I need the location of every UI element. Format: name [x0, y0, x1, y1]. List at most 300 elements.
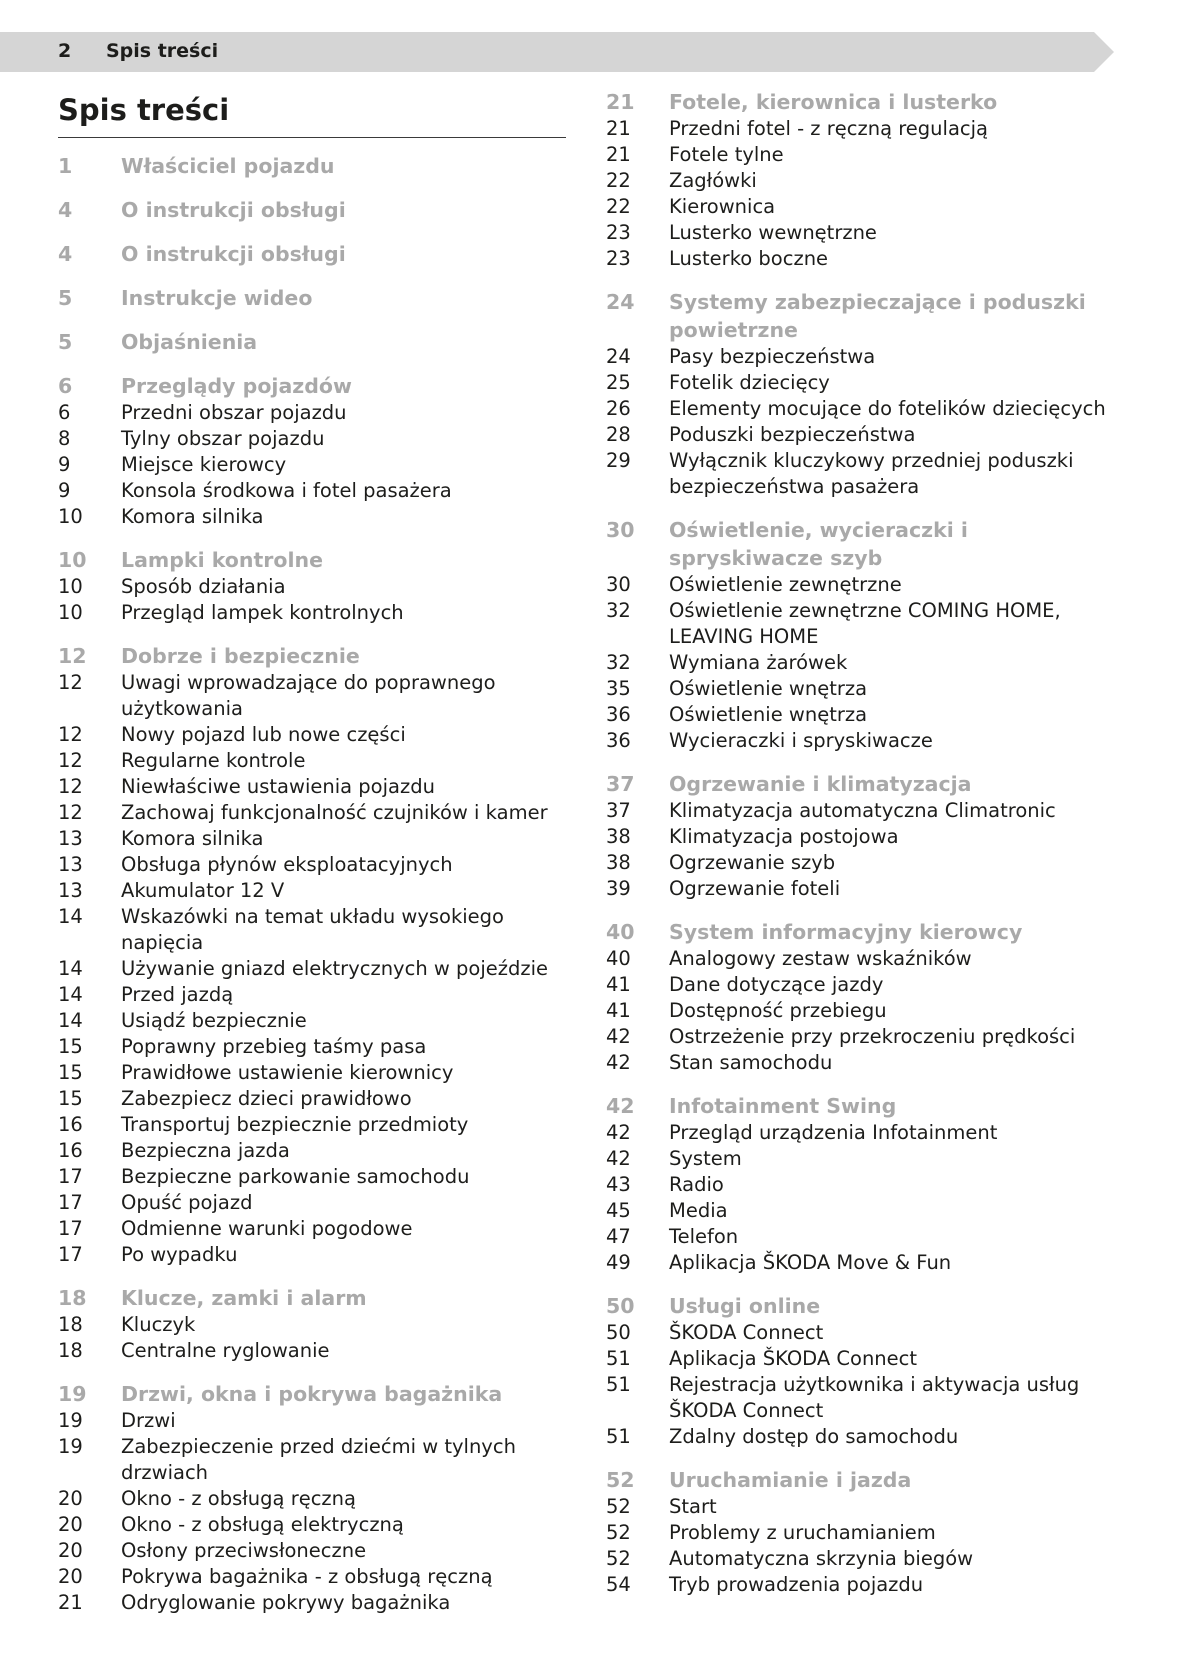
entry-page-number: 52	[606, 1495, 631, 1518]
entry-page-number: 13	[58, 853, 83, 876]
entry-page-number: 52	[606, 1521, 631, 1544]
toc-entry[interactable]	[58, 1008, 566, 1034]
toc-entry[interactable]	[606, 1572, 1116, 1598]
entry-title: Oświetlenie zewnętrzne COMING HOME, LEAVING HOME	[669, 599, 1061, 648]
toc-section	[606, 288, 1116, 500]
entry-title: Poduszki bezpieczeństwa	[669, 423, 916, 446]
toc-section-heading[interactable]	[58, 284, 566, 312]
toc-entry[interactable]	[606, 1494, 1116, 1520]
section-page-number: 10	[58, 548, 87, 572]
entry-title: Nowy pojazd lub nowe części	[121, 723, 406, 746]
toc-section	[58, 546, 566, 626]
entry-title: Wyłącznik kluczykowy przedniej poduszki bezpieczeństwa pasażera	[669, 449, 1074, 498]
entry-title: Bezpieczna jazda	[121, 1139, 290, 1162]
entry-title: Przed jazdą	[121, 983, 234, 1006]
toc-entry[interactable]	[606, 702, 1116, 728]
entry-title: Ogrzewanie foteli	[669, 877, 841, 900]
toc-section-heading[interactable]	[58, 372, 566, 400]
toc-entry[interactable]	[58, 1590, 566, 1616]
entry-title: Fotele tylne	[669, 143, 784, 166]
entry-page-number: 23	[606, 221, 631, 244]
toc-entry[interactable]	[58, 1486, 566, 1512]
toc-entry[interactable]	[58, 1434, 566, 1486]
toc-section	[606, 88, 1116, 272]
entry-page-number: 12	[58, 801, 83, 824]
entry-title: Obsługa płynów eksploatacyjnych	[121, 853, 453, 876]
entry-page-number: 42	[606, 1147, 631, 1170]
entry-title: Zachowaj funkcjonalność czujników i kamer	[121, 801, 548, 824]
entry-page-number: 24	[606, 345, 631, 368]
entry-title: Uwagi wprowadzające do poprawnego użytkowania	[121, 671, 496, 720]
toc-entry[interactable]	[606, 1424, 1116, 1450]
toc-section	[58, 642, 566, 1268]
toc-section-heading[interactable]	[58, 1284, 566, 1312]
toc-left-list	[58, 152, 566, 1616]
toc-entry[interactable]	[58, 774, 566, 800]
toc-entry[interactable]	[58, 748, 566, 774]
entry-title: Zabezpiecz dzieci prawidłowo	[121, 1087, 412, 1110]
entry-title: Radio	[669, 1173, 724, 1196]
entry-title: Opuść pojazd	[121, 1191, 253, 1214]
entry-title: Elementy mocujące do fotelików dziecięcych	[669, 397, 1106, 420]
section-title: O instrukcji obsługi	[121, 242, 346, 266]
entry-page-number: 41	[606, 999, 631, 1022]
entry-page-number: 12	[58, 723, 83, 746]
entry-page-number: 32	[606, 599, 631, 622]
toc-entry[interactable]	[58, 1538, 566, 1564]
toc-entry[interactable]	[606, 1372, 1116, 1424]
entry-page-number: 17	[58, 1243, 83, 1266]
entry-title: Akumulator 12 V	[121, 879, 285, 902]
toc-entry[interactable]	[58, 400, 566, 426]
entry-page-number: 23	[606, 247, 631, 270]
toc-entry[interactable]	[606, 246, 1116, 272]
entry-title: Komora silnika	[121, 827, 264, 850]
entry-title: Zagłówki	[669, 169, 757, 192]
entry-title: Transportuj bezpiecznie przedmioty	[121, 1113, 469, 1136]
toc-entry[interactable]	[58, 1034, 566, 1060]
entry-title: Klimatyzacja postojowa	[669, 825, 899, 848]
entry-page-number: 12	[58, 671, 83, 694]
entry-title: Drzwi	[121, 1409, 176, 1432]
entry-title: Dostępność przebiegu	[669, 999, 887, 1022]
header-text	[58, 40, 218, 62]
entry-page-number: 6	[58, 401, 71, 424]
toc-section-heading[interactable]	[606, 1466, 1116, 1494]
toc-entry[interactable]	[58, 1564, 566, 1590]
entry-page-number: 13	[58, 879, 83, 902]
entry-page-number: 21	[606, 117, 631, 140]
entry-title: Start	[669, 1495, 717, 1518]
entry-page-number: 49	[606, 1251, 631, 1274]
toc-section	[58, 1284, 566, 1364]
entry-title: Używanie gniazd elektrycznych w pojeździe	[121, 957, 549, 980]
entry-title: Przegląd urządzenia Infotainment	[669, 1121, 998, 1144]
toc-entry[interactable]	[58, 982, 566, 1008]
section-page-number: 24	[606, 290, 635, 314]
entry-page-number: 54	[606, 1573, 631, 1596]
toc-entry[interactable]	[58, 1086, 566, 1112]
entry-title: Dane dotyczące jazdy	[669, 973, 884, 996]
section-title: Lampki kontrolne	[121, 548, 324, 572]
entry-title: Sposób działania	[121, 575, 286, 598]
section-title: Systemy zabezpieczające i poduszki powietrzne	[669, 290, 1086, 342]
toc-section-heading[interactable]	[58, 1380, 566, 1408]
entry-title: Kluczyk	[121, 1313, 196, 1336]
toc-entry[interactable]	[606, 370, 1116, 396]
toc-entry[interactable]	[58, 452, 566, 478]
section-title: Oświetlenie, wycieraczki i spryskiwacze szyb	[669, 518, 968, 570]
entry-page-number: 14	[58, 957, 83, 980]
toc-entry[interactable]	[58, 878, 566, 904]
toc-right-column	[606, 88, 1116, 1614]
entry-page-number: 20	[58, 1539, 83, 1562]
entry-title: Przedni fotel - z ręczną regulacją	[669, 117, 988, 140]
toc-section-heading[interactable]	[58, 240, 566, 268]
section-title: Instrukcje wideo	[121, 286, 313, 310]
entry-title: Regularne kontrole	[121, 749, 306, 772]
entry-title: Okno - z obsługą elektryczną	[121, 1513, 404, 1536]
section-title: Klucze, zamki i alarm	[121, 1286, 367, 1310]
toc-entry[interactable]	[58, 1408, 566, 1434]
entry-title: Osłony przeciwsłoneczne	[121, 1539, 367, 1562]
entry-title: Konsola środkowa i fotel pasażera	[121, 479, 452, 502]
entry-page-number: 10	[58, 505, 83, 528]
toc-entry[interactable]	[58, 852, 566, 878]
entry-page-number: 15	[58, 1035, 83, 1058]
toc-section	[606, 1466, 1116, 1598]
toc-entry[interactable]	[58, 574, 566, 600]
entry-title: Oświetlenie wnętrza	[669, 703, 868, 726]
toc-left-column	[58, 88, 566, 1632]
entry-page-number: 10	[58, 601, 83, 624]
toc-entry[interactable]	[606, 142, 1116, 168]
toc-entry[interactable]	[58, 956, 566, 982]
toc-entry[interactable]	[606, 396, 1116, 422]
toc-section-heading[interactable]	[58, 328, 566, 356]
toc-entry[interactable]	[58, 826, 566, 852]
entry-page-number: 16	[58, 1139, 83, 1162]
entry-title: Przegląd lampek kontrolnych	[121, 601, 404, 624]
section-title: Ogrzewanie i klimatyzacja	[669, 772, 972, 796]
entry-title: Okno - z obsługą ręczną	[121, 1487, 356, 1510]
entry-page-number: 17	[58, 1217, 83, 1240]
entry-page-number: 35	[606, 677, 631, 700]
toc-section	[606, 1092, 1116, 1276]
toc-entry[interactable]	[58, 800, 566, 826]
entry-title: Tylny obszar pojazdu	[121, 427, 325, 450]
entry-title: Oświetlenie wnętrza	[669, 677, 868, 700]
section-page-number: 4	[58, 198, 73, 222]
toc-entry[interactable]	[606, 1146, 1116, 1172]
entry-page-number: 41	[606, 973, 631, 996]
entry-page-number: 51	[606, 1373, 631, 1396]
entry-page-number: 20	[58, 1487, 83, 1510]
entry-title: Wskazówki na temat układu wysokiego napięcia	[121, 905, 504, 954]
toc-entry[interactable]	[606, 876, 1116, 902]
entry-page-number: 51	[606, 1425, 631, 1448]
entry-title: Niewłaściwe ustawienia pojazdu	[121, 775, 435, 798]
toc-entry[interactable]	[58, 1312, 566, 1338]
entry-page-number: 16	[58, 1113, 83, 1136]
section-page-number: 18	[58, 1286, 87, 1310]
toc-section-heading[interactable]	[58, 642, 566, 670]
entry-title: Zabezpieczenie przed dziećmi w tylnych drzwiach	[121, 1435, 516, 1484]
toc-entry[interactable]	[58, 1112, 566, 1138]
toc-section	[58, 240, 566, 268]
toc-section-heading[interactable]	[58, 152, 566, 180]
entry-page-number: 36	[606, 703, 631, 726]
toc-section	[606, 1292, 1116, 1450]
toc-entry[interactable]	[606, 598, 1116, 650]
entry-page-number: 47	[606, 1225, 631, 1248]
section-page-number: 21	[606, 90, 635, 114]
toc-section	[58, 1380, 566, 1616]
section-title: Dobrze i bezpiecznie	[121, 644, 360, 668]
entry-title: Rejestracja użytkownika i aktywacja usług ŠKODA Connect	[669, 1373, 1080, 1422]
entry-page-number: 42	[606, 1121, 631, 1144]
toc-entry[interactable]	[606, 422, 1116, 448]
section-title: Przeglądy pojazdów	[121, 374, 352, 398]
entry-page-number: 25	[606, 371, 631, 394]
toc-entry[interactable]	[58, 600, 566, 626]
toc-entry[interactable]	[58, 1242, 566, 1268]
toc-section-heading[interactable]	[606, 288, 1116, 344]
toc-entry[interactable]	[606, 1520, 1116, 1546]
entry-title: Ogrzewanie szyb	[669, 851, 836, 874]
entry-title: Pasy bezpieczeństwa	[669, 345, 876, 368]
entry-page-number: 32	[606, 651, 631, 674]
entry-title: Lusterko boczne	[669, 247, 829, 270]
entry-page-number: 29	[606, 449, 631, 472]
entry-title: Problemy z uruchamianiem	[669, 1521, 936, 1544]
entry-page-number: 50	[606, 1321, 631, 1344]
entry-page-number: 45	[606, 1199, 631, 1222]
toc-section	[606, 516, 1116, 754]
toc-entry[interactable]	[606, 1120, 1116, 1146]
entry-title: System	[669, 1147, 742, 1170]
toc-entry[interactable]	[606, 1172, 1116, 1198]
toc-entry[interactable]	[606, 998, 1116, 1024]
toc-section	[58, 196, 566, 224]
entry-page-number: 37	[606, 799, 631, 822]
entry-page-number: 12	[58, 775, 83, 798]
toc-entry[interactable]	[58, 1512, 566, 1538]
toc-section	[58, 284, 566, 312]
toc-section-heading[interactable]	[606, 88, 1116, 116]
toc-entry[interactable]	[606, 1546, 1116, 1572]
entry-title: Bezpieczne parkowanie samochodu	[121, 1165, 470, 1188]
entry-title: Aplikacja ŠKODA Move & Fun	[669, 1251, 952, 1274]
entry-title: Wymiana żarówek	[669, 651, 848, 674]
toc-entry[interactable]	[606, 1024, 1116, 1050]
header-title: Spis treści	[106, 40, 219, 62]
toc-entry[interactable]	[58, 504, 566, 530]
entry-page-number: 51	[606, 1347, 631, 1370]
page-header	[0, 32, 1114, 72]
toc-section	[58, 152, 566, 180]
toc-entry[interactable]	[606, 798, 1116, 824]
section-page-number: 5	[58, 286, 73, 310]
toc-entry[interactable]	[58, 1216, 566, 1242]
entry-title: Automatyczna skrzynia biegów	[669, 1547, 974, 1570]
section-title: Fotele, kierownica i lusterko	[669, 90, 998, 114]
entry-page-number: 10	[58, 575, 83, 598]
entry-title: Wycieraczki i spryskiwacze	[669, 729, 933, 752]
entry-page-number: 21	[606, 143, 631, 166]
section-page-number: 40	[606, 920, 635, 944]
section-page-number: 42	[606, 1094, 635, 1118]
entry-title: Prawidłowe ustawienie kierownicy	[121, 1061, 454, 1084]
entry-title: Kierownica	[669, 195, 776, 218]
toc-section-heading[interactable]	[606, 770, 1116, 798]
entry-page-number: 22	[606, 169, 631, 192]
entry-page-number: 17	[58, 1191, 83, 1214]
toc-entry[interactable]	[58, 1338, 566, 1364]
toc-section-heading[interactable]	[606, 1292, 1116, 1320]
section-title: Infotainment Swing	[669, 1094, 897, 1118]
entry-title: Po wypadku	[121, 1243, 238, 1266]
toc-entry[interactable]	[58, 426, 566, 452]
entry-page-number: 42	[606, 1051, 631, 1074]
section-title: O instrukcji obsługi	[121, 198, 346, 222]
toc-entry[interactable]	[606, 1250, 1116, 1276]
entry-title: Oświetlenie zewnętrzne	[669, 573, 902, 596]
entry-page-number: 8	[58, 427, 71, 450]
entry-title: Stan samochodu	[669, 1051, 833, 1074]
toc-section-heading[interactable]	[58, 196, 566, 224]
entry-page-number: 9	[58, 453, 71, 476]
section-title: Objaśnienia	[121, 330, 258, 354]
toc-entry[interactable]	[58, 1164, 566, 1190]
entry-page-number: 39	[606, 877, 631, 900]
toc-entry[interactable]	[606, 116, 1116, 142]
toc-section	[58, 328, 566, 356]
entry-title: Tryb prowadzenia pojazdu	[669, 1573, 924, 1596]
entry-page-number: 40	[606, 947, 631, 970]
section-page-number: 19	[58, 1382, 87, 1406]
entry-title: Klimatyzacja automatyczna Climatronic	[669, 799, 1056, 822]
entry-title: Lusterko wewnętrzne	[669, 221, 877, 244]
toc-section-heading[interactable]	[606, 516, 1116, 572]
toc-entry[interactable]	[606, 1198, 1116, 1224]
entry-page-number: 43	[606, 1173, 631, 1196]
entry-page-number: 19	[58, 1435, 83, 1458]
entry-title: Odmienne warunki pogodowe	[121, 1217, 413, 1240]
entry-page-number: 19	[58, 1409, 83, 1432]
toc-entry[interactable]	[606, 194, 1116, 220]
entry-page-number: 14	[58, 905, 83, 928]
toc-entry[interactable]	[606, 1346, 1116, 1372]
section-title: Uruchamianie i jazda	[669, 1468, 912, 1492]
toc-entry[interactable]	[606, 728, 1116, 754]
toc-entry[interactable]	[58, 1060, 566, 1086]
entry-page-number: 36	[606, 729, 631, 752]
toc-entry[interactable]	[58, 904, 566, 956]
entry-title: Centralne ryglowanie	[121, 1339, 330, 1362]
entry-page-number: 15	[58, 1087, 83, 1110]
toc-entry[interactable]	[58, 722, 566, 748]
toc-right-list	[606, 88, 1116, 1598]
toc-entry[interactable]	[606, 168, 1116, 194]
entry-page-number: 26	[606, 397, 631, 420]
entry-page-number: 17	[58, 1165, 83, 1188]
entry-page-number: 30	[606, 573, 631, 596]
toc-entry[interactable]	[606, 676, 1116, 702]
entry-page-number: 52	[606, 1547, 631, 1570]
entry-page-number: 38	[606, 825, 631, 848]
section-title: System informacyjny kierowcy	[669, 920, 1023, 944]
entry-title: Ostrzeżenie przy przekroczeniu prędkości	[669, 1025, 1076, 1048]
entry-title: Fotelik dziecięcy	[669, 371, 830, 394]
entry-title: Poprawny przebieg taśmy pasa	[121, 1035, 427, 1058]
entry-page-number: 13	[58, 827, 83, 850]
section-title: Usługi online	[669, 1294, 821, 1318]
entry-page-number: 14	[58, 1009, 83, 1032]
toc-entry[interactable]	[606, 220, 1116, 246]
section-page-number: 52	[606, 1468, 635, 1492]
toc-section	[606, 770, 1116, 902]
toc-entry[interactable]	[58, 1138, 566, 1164]
toc-entry[interactable]	[606, 946, 1116, 972]
toc-entry[interactable]	[606, 1050, 1116, 1076]
toc-entry[interactable]	[606, 1320, 1116, 1346]
header-page-number: 2	[58, 40, 72, 62]
entry-title: ŠKODA Connect	[669, 1321, 824, 1344]
entry-page-number: 38	[606, 851, 631, 874]
entry-page-number: 12	[58, 749, 83, 772]
toc-entry[interactable]	[606, 1224, 1116, 1250]
toc-entry[interactable]	[606, 344, 1116, 370]
toc-section	[606, 918, 1116, 1076]
toc-entry[interactable]	[58, 670, 566, 722]
section-title: Drzwi, okna i pokrywa bagażnika	[121, 1382, 503, 1406]
entry-page-number: 22	[606, 195, 631, 218]
entry-title: Zdalny dostęp do samochodu	[669, 1425, 959, 1448]
entry-title: Telefon	[669, 1225, 739, 1248]
entry-title: Usiądź bezpiecznie	[121, 1009, 307, 1032]
entry-page-number: 42	[606, 1025, 631, 1048]
toc-entry[interactable]	[606, 850, 1116, 876]
entry-page-number: 9	[58, 479, 71, 502]
toc-entry[interactable]	[58, 478, 566, 504]
section-page-number: 12	[58, 644, 87, 668]
section-page-number: 37	[606, 772, 635, 796]
toc-title: Spis treści	[58, 88, 566, 138]
toc-section-heading[interactable]	[58, 546, 566, 574]
toc-entry[interactable]	[58, 1190, 566, 1216]
toc-entry[interactable]	[606, 650, 1116, 676]
toc-section-heading[interactable]	[606, 918, 1116, 946]
entry-title: Media	[669, 1199, 728, 1222]
toc-section-heading[interactable]	[606, 1092, 1116, 1120]
entry-title: Miejsce kierowcy	[121, 453, 287, 476]
section-page-number: 5	[58, 330, 73, 354]
section-page-number: 6	[58, 374, 73, 398]
entry-title: Komora silnika	[121, 505, 264, 528]
toc-entry[interactable]	[606, 448, 1116, 500]
entry-page-number: 21	[58, 1591, 83, 1614]
toc-entry[interactable]	[606, 824, 1116, 850]
toc-entry[interactable]	[606, 972, 1116, 998]
entry-page-number: 20	[58, 1565, 83, 1588]
toc-entry[interactable]	[606, 572, 1116, 598]
entry-page-number: 14	[58, 983, 83, 1006]
entry-title: Aplikacja ŠKODA Connect	[669, 1347, 918, 1370]
entry-page-number: 20	[58, 1513, 83, 1536]
section-page-number: 1	[58, 154, 73, 178]
entry-page-number: 18	[58, 1339, 83, 1362]
